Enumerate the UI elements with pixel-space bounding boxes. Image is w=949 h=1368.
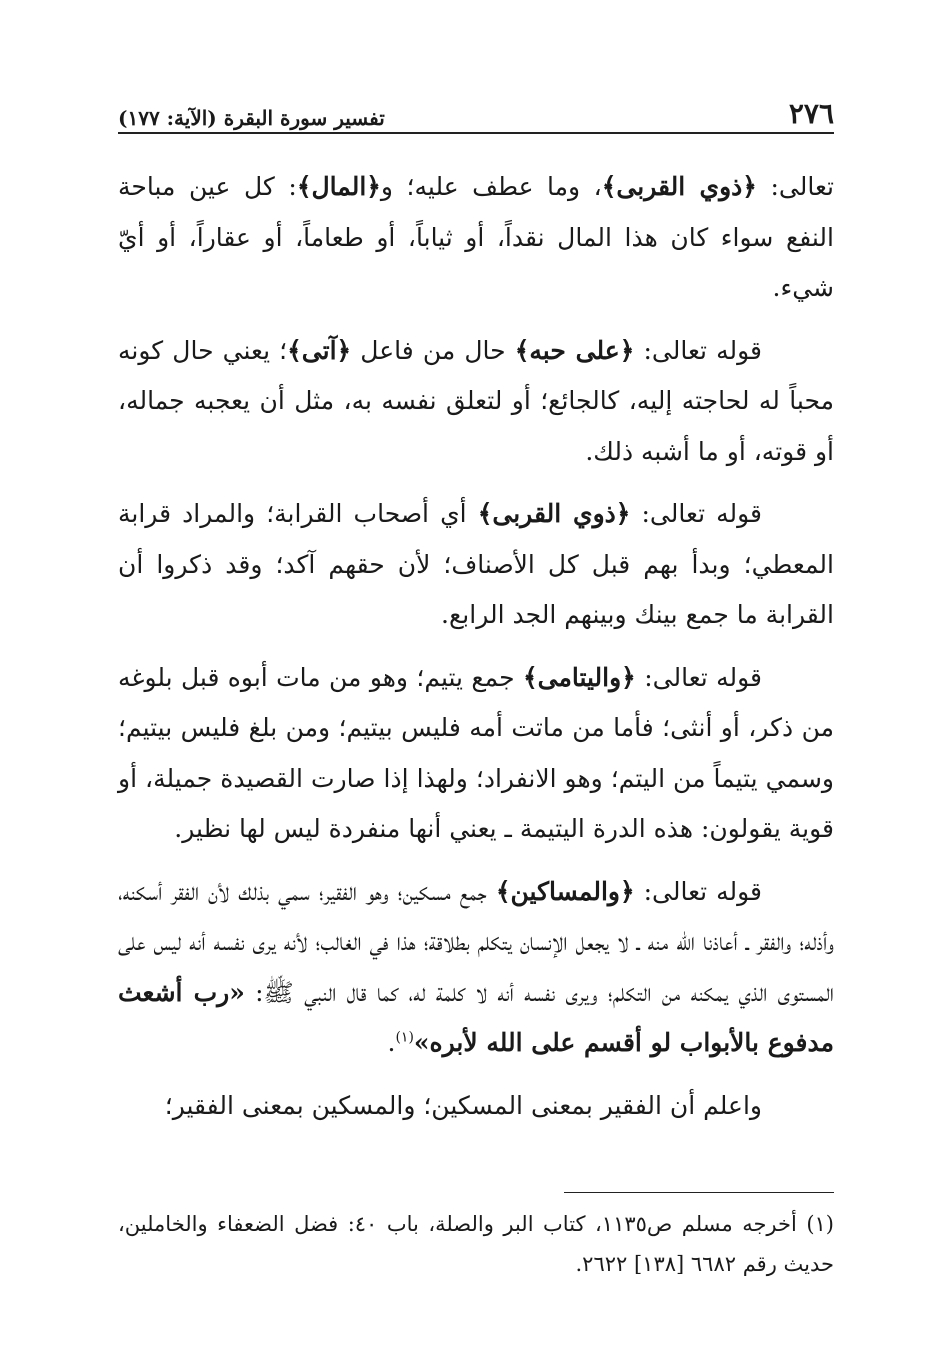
paragraph-text: حال من فاعل [351, 335, 515, 365]
quran-quote: ﴿المال﴾ [296, 172, 381, 201]
footnote-1: (١) أخرجه مسلم ص١١٣٥، كتاب البر والصلة، باب ٤٠: فضل الضعفاء والخاملين، حديث رقم ٦٦٨٢ [١٣٨] ٢٦٢٢. [118, 1212, 834, 1276]
running-title: تفسير سورة البقرة (الآية: ١٧٧) [118, 106, 385, 130]
paragraph-1 [118, 162, 834, 314]
paragraph-text: قوله تعالى: [634, 335, 762, 365]
quran-quote: ﴿واليتامى﴾ [522, 662, 636, 692]
paragraph-text: جمع يتيم؛ وهو من مات أبوه قبل بلوغه من ذكر، أو أنثى؛ فأما من ماتت أمه فليس بيتيم؛ ومن بلغ فليس بيتيم؛ وسمي يتيماً من اليتم؛ وهو الانفراد؛ ولهذا إذا صارت القصيدة جميلة، أو قوية يقولون: هذه الدرة اليتيمة ـ يعني أنها منفردة ليس لها نظير. [118, 662, 834, 843]
body-text [118, 162, 834, 1143]
paragraph-text: ، وما عطف عليه؛ و [380, 172, 602, 201]
paragraph-text: . [387, 1028, 396, 1057]
footnotes [118, 1204, 834, 1284]
paragraph-5 [118, 867, 834, 1069]
footnote-divider [564, 1192, 834, 1193]
quran-quote: ﴿آتى﴾ [287, 335, 352, 365]
paragraph-text: : كل عين مباحة النفع سواء كان هذا المال نقداً، أو ثياباً، أو طعاماً، أو عقاراً، أو أيّ شيء. [118, 172, 834, 302]
paragraph-3 [118, 489, 834, 641]
quran-quote: ﴿ذوي القربى﴾ [601, 172, 757, 201]
paragraph-text: ؛ يعني حال كونه محباً له لحاجته إليه، كالجائع؛ أو لتعلق نفسه به، مثل أن يعجبه جماله، أو قوته، أو ما أشبه ذلك. [118, 335, 834, 466]
paragraph-text: واعلم أن الفقير بمعنى المسكين؛ والمسكين بمعنى الفقير؛ [164, 1090, 762, 1120]
paragraph-2 [118, 326, 834, 478]
quran-quote: ﴿والمساكين﴾ [495, 876, 635, 906]
paragraph-text: قوله تعالى: [634, 876, 763, 906]
page-header [118, 88, 834, 134]
paragraph-text: قوله تعالى: [635, 662, 762, 692]
hadith-quote: «رب أشعث مدفوع بالأبواب لو أقسم على الله لأبره» [118, 977, 834, 1057]
page-number: ٢٧٦ [788, 97, 834, 130]
paragraph-text: جمع مسكين؛ وهو الفقير؛ سمي بذلك لأن الفقر أسكنه، وأذله؛ والفقر ـ أعاذنا الله منه ـ لا يجعل الإنسان يتكلم بطلاقة؛ هذا في الغالب؛ لأنه يرى نفسه أنه ليس على المستوى الذي يمكنه من التكلم؛ ويرى نفسه أنه لا كلمة له، كما قال النبي ﷺ: [118, 876, 834, 1007]
paragraph-text: أي أصحاب القرابة؛ والمراد قرابة المعطي؛ وبدأ بهم قبل كل الأصناف؛ لأن حقهم آكد؛ وقد ذكروا أن القرابة ما جمع بينك وبينهم الجد الرابع. [118, 499, 834, 629]
quran-quote: ﴿على حبه﴾ [514, 335, 635, 365]
quran-quote: ﴿ذوي القربى﴾ [477, 499, 631, 528]
paragraph-6 [118, 1081, 834, 1132]
paragraph-text: قوله تعالى: [630, 499, 762, 528]
paragraph-text: تعالى: [756, 172, 835, 201]
paragraph-4 [118, 653, 834, 855]
footnote-ref[interactable]: (١) [395, 1029, 414, 1046]
